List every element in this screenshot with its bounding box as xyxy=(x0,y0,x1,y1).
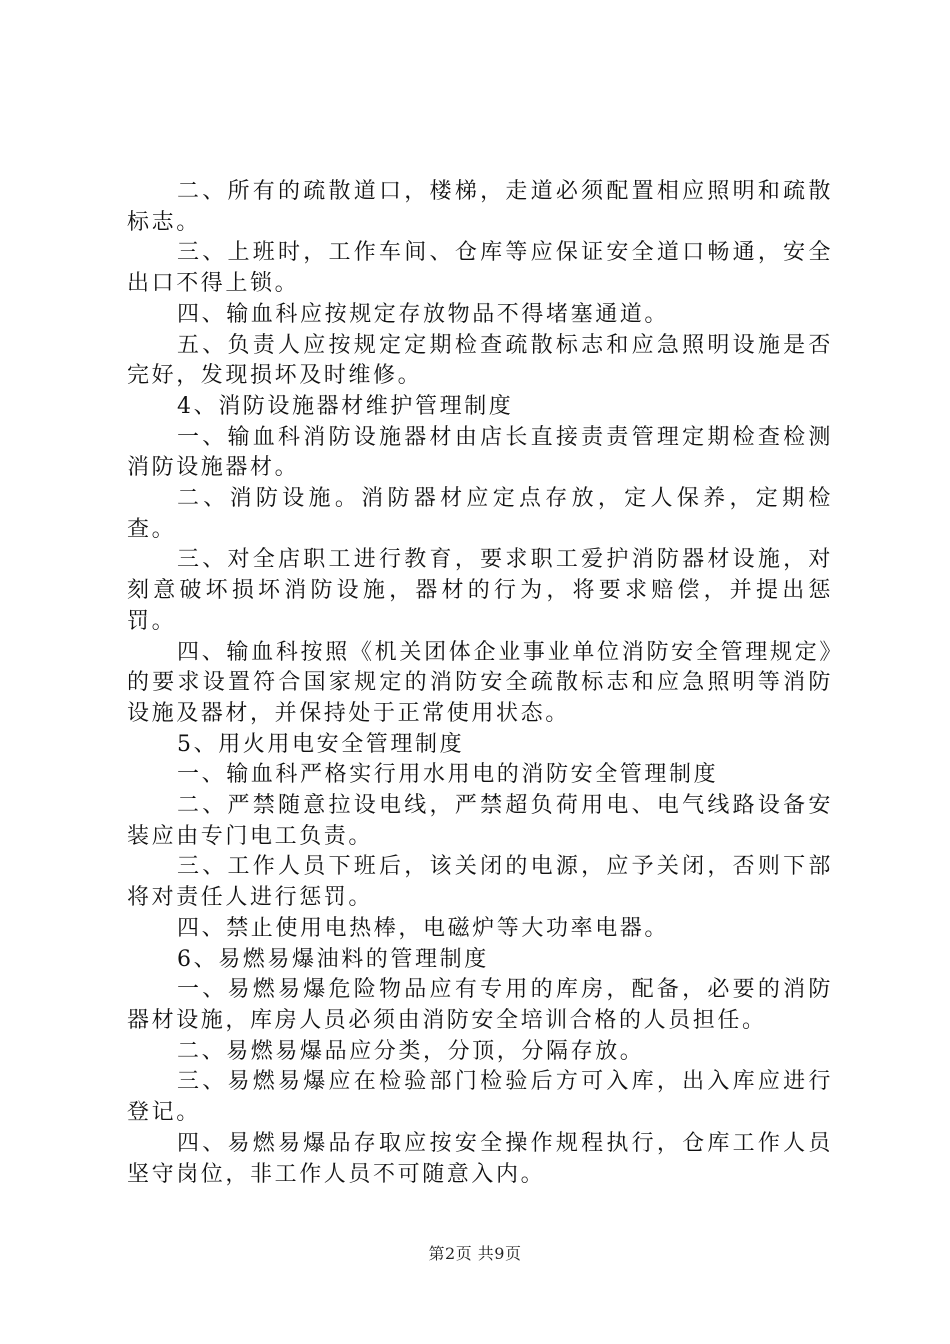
paragraph: 四、输血科按照《机关团体企业事业单位消防安全管理规定》的要求设置符合国家规定的消防安全疏散标志和应急照明等消防设施及器材，并保持处于正常使用状态。 xyxy=(127,639,833,726)
paragraph: 三、易燃易爆应在检验部门检验后方可入库，出入库应进行登记。 xyxy=(127,1069,833,1126)
paragraph: 二、所有的疏散道口，楼梯，走道必须配置相应照明和疏散标志。 xyxy=(127,179,833,235)
paragraph: 一、输血科严格实行用水用电的消防安全管理制度 xyxy=(177,762,719,788)
paragraph: 四、输血科应按规定存放物品不得堵塞通道。 xyxy=(177,301,670,327)
paragraph: 三、上班时，工作车间、仓库等应保证安全道口畅通，安全出口不得上锁。 xyxy=(127,240,833,297)
paragraph: 五、负责人应按规定定期检查疏散标志和应急照明设施是否完好，发现损坏及时维修。 xyxy=(127,332,833,389)
page-number-footer: 第2页 共9页 xyxy=(428,1244,522,1263)
paragraph: 三、工作人员下班后，该关闭的电源，应予关闭，否则下部将对责任人进行惩罚。 xyxy=(127,854,833,911)
paragraph: 四、禁止使用电热棒，电磁炉等大功率电器。 xyxy=(177,915,670,941)
paragraph: 二、易燃易爆品应分类，分顶，分隔存放。 xyxy=(177,1038,645,1064)
document-body xyxy=(127,177,833,1190)
section-heading: 5、用火用电安全管理制度 xyxy=(177,731,465,757)
paragraph: 二、消防设施。消防器材应定点存放，定人保养，定期检查。 xyxy=(127,486,833,542)
paragraph: 一、易燃易爆危险物品应有专用的库房，配备，必要的消防器材设施，库房人员必须由消防安全培训合格的人员担任。 xyxy=(127,977,833,1033)
paragraph: 四、易燃易爆品存取应按安全操作规程执行，仓库工作人员坚守岗位，非工作人员不可随意入内。 xyxy=(127,1130,833,1187)
paragraph: 三、对全店职工进行教育，要求职工爱护消防器材设施，对刻意破坏损坏消防设施，器材的行为，将要求赔偿，并提出惩罚。 xyxy=(127,547,833,634)
paragraph: 一、输血科消防设施器材由店长直接责责管理定期检查检测消防设施器材。 xyxy=(127,424,833,481)
section-heading: 6、易燃易爆油料的管理制度 xyxy=(177,946,489,972)
paragraph: 二、严禁随意拉设电线，严禁超负荷用电、电气线路设备安装应由专门电工负责。 xyxy=(127,793,833,849)
section-heading: 4、消防设施器材维护管理制度 xyxy=(177,393,514,419)
